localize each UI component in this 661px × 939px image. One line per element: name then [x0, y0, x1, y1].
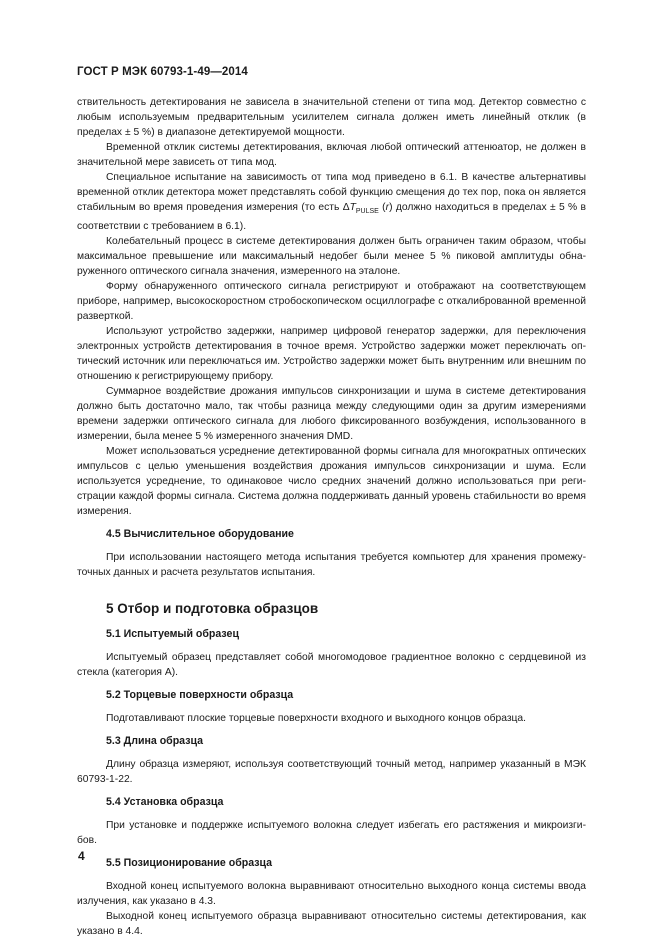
section-heading-4-5: 4.5 Вычислительное оборудование: [106, 528, 294, 541]
section-heading-5-2: 5.2 Торцевые поверхности образца: [106, 689, 294, 702]
section-heading-5-3: 5.3 Длина образца: [106, 735, 203, 748]
page-number: 4: [78, 849, 85, 863]
paragraph-text: (: [378, 202, 386, 213]
paragraph: Может использоваться усреднение детектированной формы сигнала для многократных оптических импульсов с целью уменьшения воздействия дрожания импульсов синхронизации и шума. Если используется усреднение, то одинаковое число средних значений должно использоваться при регистрации каждой формы сигнала. Система должна поддерживать данный уровень стабильности во время измерения.: [77, 446, 586, 518]
paragraph: Испытуемый образец представляет собой многомодовое градиентное волокно с сердцевиной из стекла (категория А).: [77, 652, 586, 679]
document-header: ГОСТ Р МЭК 60793-1-49—2014: [77, 66, 248, 78]
paragraph: Временной отклик системы детектирования, включая любой оптический аттенюатор, не должен в значительной мере зависеть от типа мод.: [77, 142, 586, 168]
paragraph: Длину образца измеряют, используя соответствующий точный метод, например указанный в МЭК 60793-1-22.: [77, 759, 586, 786]
paragraph: Суммарное воздействие дрожания импульсов синхронизации и шума в системе детектирования должно быть достаточно мало, так чтобы разница между следующими один за другим измерениями времени задержки оптического сигнала для любого фиксированного возбуждения, использованного в измерении, была менее 5 % измеренного значения DMD.: [77, 386, 586, 443]
paragraph: Выходной конец испытуемого образца выравнивают относительно системы детектирования, как указано в 4.4.: [77, 911, 586, 938]
section-heading-5-1: 5.1 Испытуемый образец: [106, 628, 239, 641]
paragraph-text: ) должно находиться в пределах ± 5 % в соответствии с требованием в 6.1).: [77, 202, 586, 233]
paragraph: ствительность детектирования не зависела в значительной степени от типа мод. Детектор совместно с любым используемым предварительным усилителем сигнала должен иметь линейный отклик (в пределах ± 5 %) в диапазоне детектируемой мощности.: [77, 97, 586, 138]
section-heading-5-4: 5.4 Установка образца: [106, 796, 224, 809]
paragraph: При использовании настоящего метода испытания требуется компьютер для хранения промежуточных данных и расчета результатов испытания.: [77, 552, 586, 579]
paragraph: Используют устройство задержки, например цифровой генератор задержки, для переключения электронных устройств детектирования в точное время. Устройство задержки может переключать оптический источник или переключаться им. Устройство задержки может быть внутренним или внешним по отношению к регистрирующему прибору.: [77, 326, 586, 383]
paragraph: Форму обнаруженного оптического сигнала регистрируют и отображают на соответствующем приборе, например, высокоскоростном стробоскопическом осциллографе с откалиброванной временной разверткой.: [77, 281, 586, 323]
section-heading-5: 5 Отбор и подготовка образцов: [106, 601, 319, 617]
paragraph-pulse-formula: [77, 170, 586, 234]
paragraph: Входной конец испытуемого волокна выравнивают относительно выходного конца системы ввода излучения, как указано в 4.3.: [77, 881, 586, 908]
paragraph: При установке и поддержке испытуемого волокна следует избегать его растяжения и микроизгибов.: [77, 820, 586, 847]
page-body: [77, 95, 586, 939]
formula-symbol-t: T: [349, 202, 356, 213]
formula-subscript-pulse: PULSE: [355, 208, 379, 216]
paragraph: Колебательный процесс в системе детектирования должен быть ограничен таким образом, чтобы максимальное превышение или максимальный недобег были менее 5 % пиковой амплитуды обнаруженного оптического сигнала значения, измеренного на эталоне.: [77, 236, 586, 278]
paragraph: Подготавливают плоские торцевые поверхности входного и выходного концов образца.: [106, 713, 527, 725]
paragraph-text: Специальное испытание на зависимость от типа мод приведено в 6.1. В качестве альтернативы временной отклик детектора может представлять собой функцию смещения до тех пор, пока он является стабильным во время проведения измерения (то есть Δ: [77, 172, 586, 213]
section-heading-5-5: 5.5 Позиционирование образца: [106, 857, 273, 870]
formula-symbol-r: r: [385, 202, 390, 213]
